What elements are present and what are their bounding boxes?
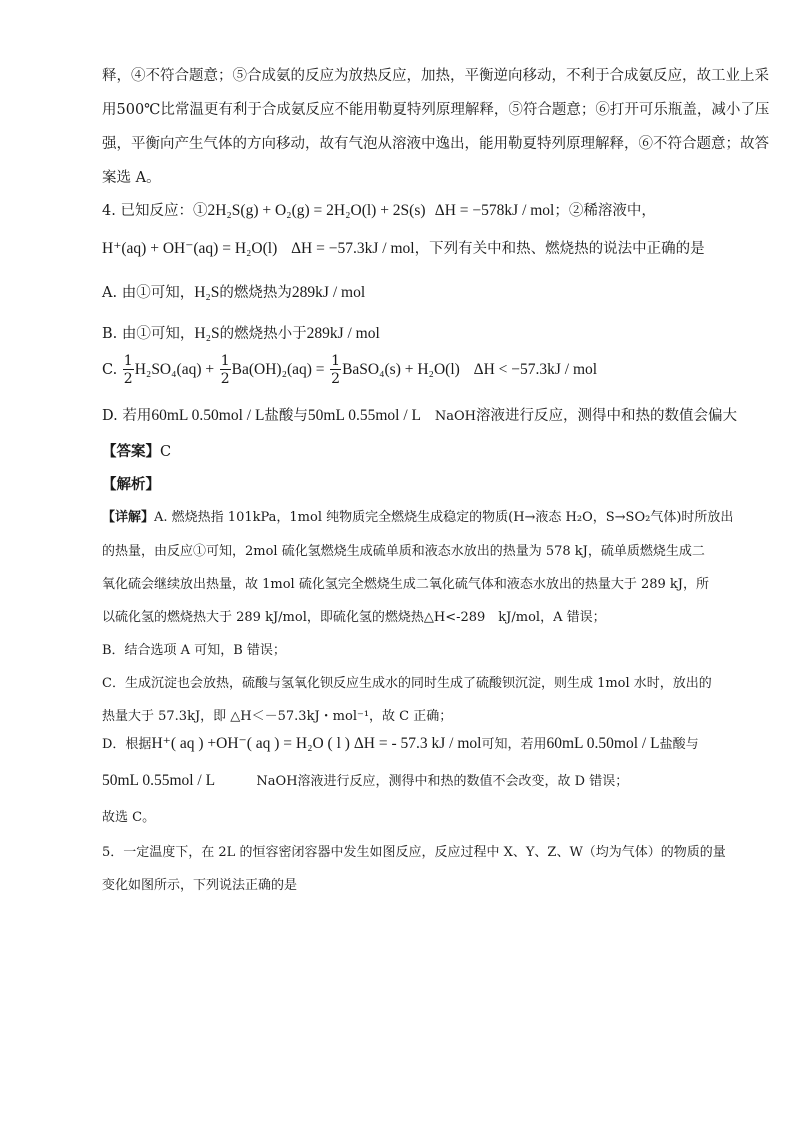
answer-label: 【答案】 bbox=[102, 443, 160, 460]
analysis-label: 【解析】 bbox=[102, 476, 160, 493]
fraction: $\frac{1}{2}$ bbox=[220, 353, 230, 387]
reaction-equation-1: 2H₂S(g) + O₂(g) = 2H₂O(l) + 2S(s) bbox=[207, 202, 426, 219]
fraction: $\frac{1}{2}$ bbox=[331, 353, 341, 387]
question-4-stem-2 bbox=[102, 237, 705, 258]
text-line: 案选 A。 bbox=[102, 170, 161, 186]
option-a: A. 由①可知，H₂S的燃烧热为289kJ / mol bbox=[102, 284, 366, 301]
answer-value: C bbox=[160, 444, 172, 460]
detail-label: 【详解】 bbox=[102, 510, 155, 525]
text-line: 强，平衡向产生气体的方向移动，故有气泡从溶液中逸出，能用勒夏特列原理解释，⑥不符合题意；故答 bbox=[102, 136, 769, 152]
detail-line: 的热量，由反应①可知，2mol 硫化氢燃烧生成硫单质和液态水放出的热量为 578 kJ，硫单质燃烧生成二 bbox=[102, 544, 705, 559]
text-line: 释，④不符合题意；⑤合成氨的反应为放热反应，加热，平衡逆向移动，不利于合成氨反应，故工业上采 bbox=[102, 68, 769, 84]
detail-line: D．根据H⁺( aq ) +OH⁻( aq ) = H₂O ( l ) ΔH = - 57.3 kJ / mol可知，若用60mL 0.50mol / L盐酸与 bbox=[102, 735, 699, 752]
detail-line: 50mL 0.55mol / L NaOH溶液进行反应，测得中和热的数值不会改变，故 D 错误； bbox=[102, 772, 629, 789]
detail-line: 故选 C。 bbox=[102, 810, 156, 825]
question-lead: 4. 已知反应：① bbox=[102, 203, 208, 219]
detail-line: B．结合选项 A 可知，B 错误； bbox=[102, 643, 286, 658]
detail-line: 【详解】A. 燃烧热指 101kPa，1mol 纯物质完全燃烧生成稳定的物质(H→液态 H₂O，S→SO₂气体)时所放出 bbox=[102, 510, 734, 525]
reaction-equation-2: H⁺(aq) + OH⁻(aq) = H₂O(l) bbox=[102, 240, 278, 257]
detail-line: C．生成沉淀也会放热，硫酸与氢氧化钡反应生成水的同时生成了硫酸钡沉淀，则生成 1mol 水时，放出的 bbox=[102, 676, 712, 691]
question-5-line: 变化如图所示，下列说法正确的是 bbox=[102, 878, 298, 893]
fraction: $\frac{1}{2}$ bbox=[123, 353, 133, 387]
option-c: C. $\frac{1}{2}$ H₂SO₄(aq) + $\frac{1}{2}$ Ba(OH)₂(aq) = $\frac{1}{2}$ BaSO₄(s) + H₂O(l) ΔH < −57.3kJ / mol bbox=[102, 353, 598, 387]
option-d: D. 若用60mL 0.50mol / L盐酸与50mL 0.55mol / L NaOH溶液进行反应，测得中和热的数值会偏大 bbox=[102, 407, 737, 424]
text-line: 用500℃比常温更有利于合成氨反应不能用勒夏特列原理解释，⑤符合题意；⑥打开可乐瓶盖，减小了压 bbox=[102, 102, 770, 118]
question-4-stem bbox=[102, 199, 656, 220]
detail-line: 以硫化氢的燃烧热大于 289 kJ/mol，即硫化氢的燃烧热△H<-289 kJ/mol，A 错误； bbox=[102, 610, 606, 625]
question-5-line: 5．一定温度下，在 2L 的恒容密闭容器中发生如图反应，反应过程中 X、Y、Z、W（均为气体）的物质的量 bbox=[102, 845, 726, 860]
enthalpy-2: ΔH = −57.3kJ / mol bbox=[291, 240, 415, 257]
option-b: B. 由①可知，H₂S的燃烧热小于289kJ / mol bbox=[102, 325, 380, 342]
question-tail: ，下列有关中和热、燃烧热的说法中正确的是 bbox=[414, 241, 705, 257]
question-mid: ；②稀溶液中， bbox=[554, 203, 656, 219]
answer-line bbox=[102, 440, 171, 461]
detail-line: 氧化硫会继续放出热量，故 1mol 硫化氢完全燃烧生成二氧化硫气体和液态水放出的热量大于 289 kJ，所 bbox=[102, 577, 710, 592]
detail-line: 热量大于 57.3kJ，即 △H＜－57.3kJ・mol⁻¹，故 C 正确； bbox=[102, 709, 453, 724]
enthalpy-1: ΔH = −578kJ / mol bbox=[434, 202, 555, 219]
